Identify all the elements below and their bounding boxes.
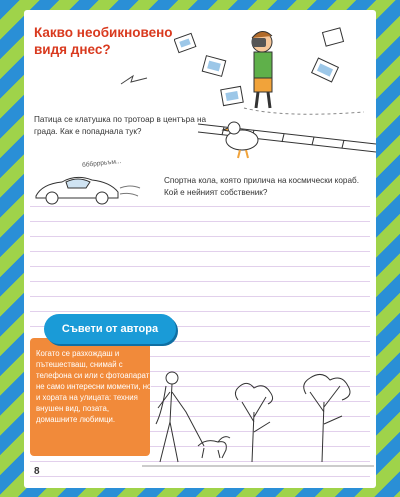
paragraph-car: Спортна кола, която прилича на космически кораб. Кой е нейният собственик? — [164, 176, 359, 197]
sports-car-illustration — [32, 170, 142, 210]
duck-sidewalk-illustration — [194, 104, 376, 170]
boy-with-camera-illustration — [174, 18, 374, 116]
paragraph-duck: Патица се клатушка по тротоар в центъра на града. Как е попаднала тук? — [34, 115, 207, 136]
page-number: 8 — [34, 466, 40, 477]
author-tips-title: Съвети от автора — [44, 314, 176, 344]
sound-effect-text: бббрррьъм... — [81, 157, 122, 170]
notebook-page — [24, 10, 376, 488]
author-tips-text: Когато се разхождаш и пътешестваш, снимай с телефона си или с фотоапарат не само интересни моменти, но и хората на улицата: техния внушен вид, позата, домашните любимци. — [36, 349, 152, 424]
flying-bird-illustration — [119, 72, 149, 92]
page-heading: Какво необикновено видя днес? — [34, 25, 173, 57]
woman-with-dog-illustration — [142, 362, 374, 472]
